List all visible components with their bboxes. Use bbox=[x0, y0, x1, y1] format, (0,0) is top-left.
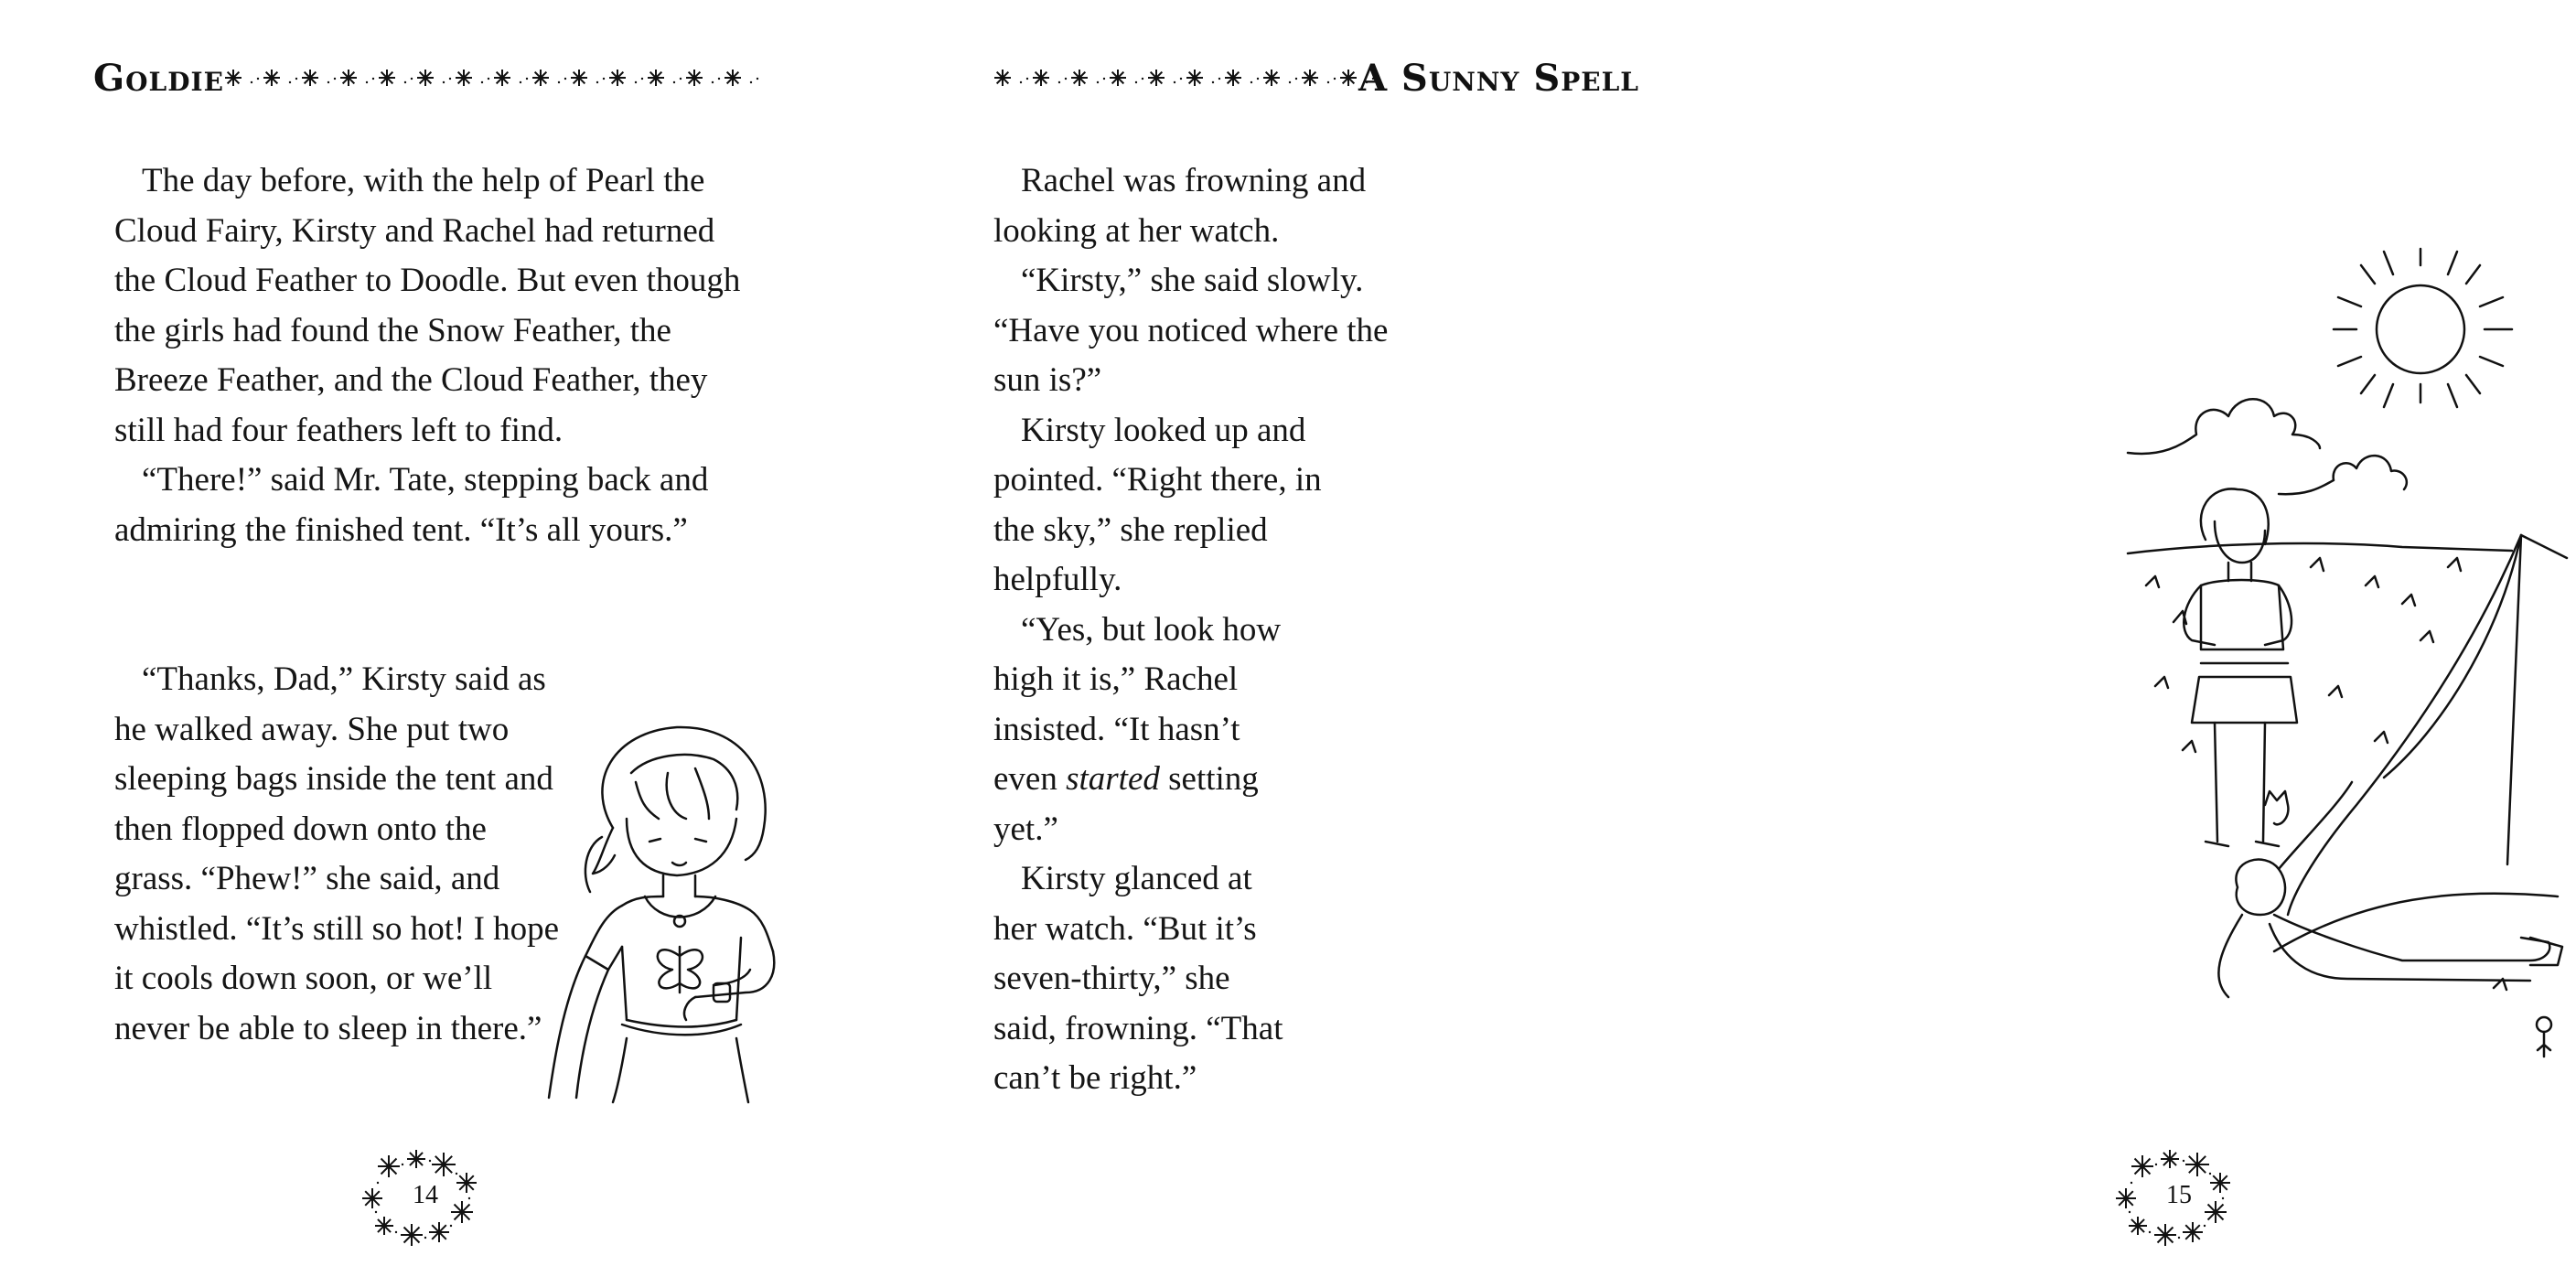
paragraph-text: setting yet.” bbox=[993, 760, 1259, 848]
body-text-full-width bbox=[114, 156, 755, 555]
paragraph: Kirsty looked up and pointed. “Right there, in the sky,” she replied helpfully. bbox=[993, 411, 1322, 598]
sparkle-icon bbox=[417, 70, 434, 86]
sparkle-icon bbox=[571, 70, 587, 86]
sparkle-icon bbox=[494, 70, 510, 86]
sparkle-dot bbox=[424, 1237, 426, 1239]
sparkle-icon bbox=[432, 1153, 456, 1176]
right-page bbox=[865, 0, 2192, 1277]
sparkle-dot bbox=[2149, 1231, 2151, 1233]
sparkle-dot bbox=[2183, 1160, 2184, 1162]
sparkle-icon bbox=[1340, 70, 1357, 86]
sparkle-dot bbox=[295, 78, 297, 80]
sparkle-dot bbox=[402, 1164, 403, 1165]
sparkle-icon bbox=[1071, 70, 1088, 86]
sparkle-icon bbox=[2161, 1150, 2179, 1168]
sparkle-dot bbox=[2129, 1211, 2131, 1213]
sparkle-dot bbox=[564, 78, 566, 80]
sparkle-dot bbox=[1250, 81, 1252, 83]
sparkle-icon bbox=[1225, 70, 1241, 86]
sparkle-dot bbox=[456, 1173, 457, 1175]
sparkle-dot bbox=[449, 78, 451, 80]
sparkle-dot bbox=[450, 1225, 452, 1227]
sparkle-icon bbox=[1110, 70, 1126, 86]
page-number: 15 bbox=[2166, 1181, 2192, 1209]
sparkle-dot bbox=[718, 78, 720, 80]
sparkle-dot bbox=[1257, 78, 1259, 80]
sparkle-icon bbox=[2185, 1153, 2209, 1176]
sparkle-border-icon bbox=[224, 62, 773, 99]
girls-sun-tent-illustration bbox=[2128, 256, 2576, 1061]
sparkle-dot bbox=[1327, 81, 1329, 83]
sparkle-dot bbox=[1142, 78, 1143, 80]
sparkle-dot bbox=[1212, 81, 1214, 83]
girl-looking-at-watch-illustration bbox=[549, 718, 842, 1102]
sparkle-dot bbox=[481, 81, 483, 83]
sparkle-dot bbox=[1334, 78, 1336, 80]
sparkle-dot bbox=[1058, 81, 1060, 83]
running-head-left: Goldie bbox=[93, 57, 224, 100]
sparkle-icon bbox=[532, 70, 549, 86]
sparkle-icon bbox=[340, 70, 357, 86]
paragraph-text: “Yes, but look how high it is,” Rachel insisted. “It hasn’t even bbox=[993, 610, 1282, 798]
sparkle-dot bbox=[443, 81, 445, 83]
sparkle-dot bbox=[712, 81, 714, 83]
sparkle-dot bbox=[673, 81, 675, 83]
paragraph: “Kirsty,” she said slowly. “Have you noticed where the sun is?” bbox=[993, 262, 1389, 399]
sparkle-icon bbox=[1263, 70, 1280, 86]
paragraph: The day before, with the help of Pearl the Cloud Fairy, Kirsty and Rachel had returned the Cloud Feather to Doodle. But even though the girls had found the Snow Feather, the Breeze Feather, and the Cloud Feather, they still had four feathers left to find. bbox=[114, 162, 741, 449]
sparkle-dot bbox=[1295, 78, 1297, 80]
paragraph: Rachel was frowning and looking at her watch. bbox=[993, 162, 1367, 250]
sparkle-dot bbox=[1135, 81, 1137, 83]
sparkle-dot bbox=[1065, 78, 1067, 80]
sparkle-dot bbox=[2178, 1237, 2180, 1239]
sparkle-icon bbox=[1148, 70, 1165, 86]
sparkle-icon bbox=[407, 1150, 425, 1168]
page-number-ornament bbox=[2115, 1148, 2243, 1249]
sparkle-icon bbox=[379, 70, 395, 86]
sparkle-dot bbox=[635, 81, 637, 83]
sparkle-dot bbox=[596, 81, 598, 83]
sparkle-icon bbox=[994, 70, 1011, 86]
sparkle-dot bbox=[526, 78, 528, 80]
sparkle-icon bbox=[2154, 1224, 2176, 1246]
sparkle-icon bbox=[401, 1224, 423, 1246]
sparkle-icon bbox=[2131, 1155, 2153, 1177]
sparkle-dot bbox=[2209, 1173, 2211, 1175]
paragraph bbox=[993, 606, 1304, 855]
sparkle-icon bbox=[263, 70, 280, 86]
sparkle-dot bbox=[641, 78, 643, 80]
sparkle-dot bbox=[395, 1231, 397, 1233]
sparkle-icon bbox=[378, 1155, 400, 1177]
sparkle-dot bbox=[372, 78, 374, 80]
sparkle-dot bbox=[603, 78, 605, 80]
sparkle-border-icon bbox=[993, 62, 1368, 99]
sparkle-dot bbox=[429, 1160, 431, 1162]
sparkle-dot bbox=[2155, 1164, 2157, 1165]
body-text-right bbox=[993, 156, 1414, 1104]
sparkle-dot bbox=[1026, 78, 1028, 80]
sparkle-icon bbox=[2183, 1222, 2203, 1242]
page-number: 14 bbox=[413, 1181, 438, 1209]
sparkle-dot bbox=[366, 81, 368, 83]
paragraph: “There!” said Mr. Tate, stepping back and admiring the finished tent. “It’s all yours.” bbox=[114, 461, 709, 549]
sparkle-dot bbox=[334, 78, 336, 80]
left-page bbox=[0, 0, 865, 1277]
sparkle-icon bbox=[2129, 1217, 2147, 1235]
sparkle-dot bbox=[1097, 81, 1099, 83]
sparkle-dot bbox=[757, 78, 758, 80]
sparkle-icon bbox=[1033, 70, 1049, 86]
sparkle-dot bbox=[251, 81, 252, 83]
sparkle-dot bbox=[404, 81, 406, 83]
sparkle-icon bbox=[724, 70, 741, 86]
sparkle-dot bbox=[558, 81, 560, 83]
sparkle-icon bbox=[1186, 70, 1203, 86]
sparkle-dot bbox=[411, 78, 413, 80]
sparkle-dot bbox=[1289, 81, 1291, 83]
italic-emphasis: started bbox=[1066, 760, 1160, 798]
sparkle-icon bbox=[302, 70, 318, 86]
sparkle-dot bbox=[750, 81, 752, 83]
page-number-ornament bbox=[361, 1148, 489, 1249]
sparkle-icon bbox=[429, 1222, 449, 1242]
sparkle-dot bbox=[375, 1211, 377, 1213]
body-text-narrow bbox=[114, 655, 572, 1054]
sparkle-icon bbox=[648, 70, 664, 86]
sparkle-icon bbox=[609, 70, 626, 86]
running-head-right: A Sunny Spell bbox=[1358, 57, 1639, 100]
sparkle-dot bbox=[289, 81, 291, 83]
sparkle-dot bbox=[520, 81, 521, 83]
sparkle-dot bbox=[327, 81, 329, 83]
sparkle-dot bbox=[1218, 78, 1220, 80]
sparkle-icon bbox=[456, 70, 472, 86]
paragraph: “Thanks, Dad,” Kirsty said as he walked away. She put two sleeping bags inside the tent and then flopped down onto the grass. “Phew!” she said, and whistled. “It’s still so hot! I hope it cools down soon, or we’ll never be able to sleep in there.” bbox=[114, 660, 560, 1047]
sparkle-dot bbox=[488, 78, 489, 80]
sparkle-dot bbox=[2204, 1225, 2206, 1227]
sparkle-icon bbox=[686, 70, 703, 86]
sparkle-icon bbox=[1302, 70, 1318, 86]
paragraph: Kirsty glanced at her watch. “But it’s seven-thirty,” she said, frowning. “That can’t be right.” bbox=[993, 860, 1283, 1097]
sparkle-dot bbox=[1103, 78, 1105, 80]
sparkle-dot bbox=[1180, 78, 1182, 80]
sparkle-icon bbox=[375, 1217, 393, 1235]
sparkle-icon bbox=[225, 70, 242, 86]
sparkle-dot bbox=[257, 78, 259, 80]
sparkle-dot bbox=[1174, 81, 1175, 83]
sparkle-dot bbox=[680, 78, 682, 80]
sparkle-dot bbox=[1020, 81, 1022, 83]
